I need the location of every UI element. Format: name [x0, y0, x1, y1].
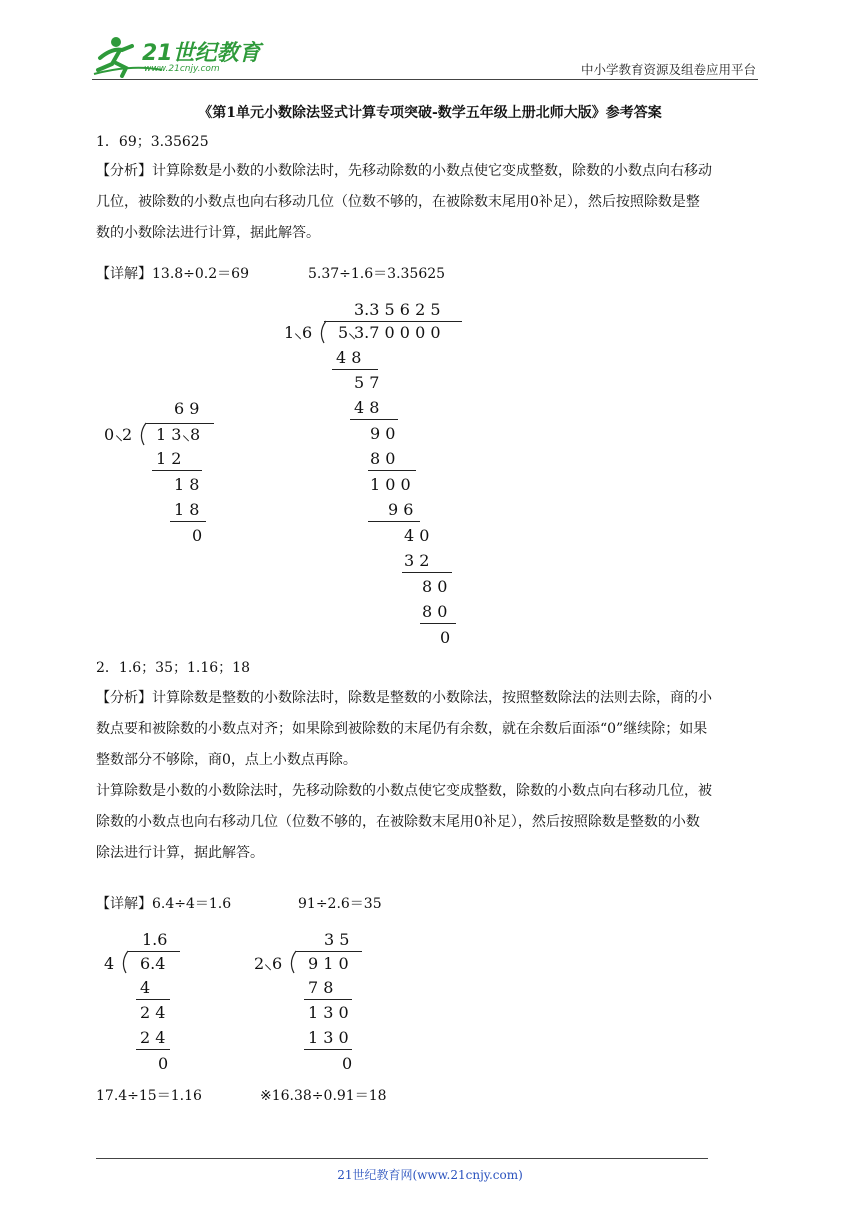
- dividend: 6.4: [140, 954, 166, 973]
- work-row: 4 8: [354, 398, 380, 417]
- decimal-shift-mark: ⸜: [264, 954, 273, 973]
- logo-url: www.21cnjy.com: [144, 64, 220, 74]
- work-row: 2 4: [140, 1028, 166, 1047]
- dividend: 5: [338, 323, 349, 342]
- decimal-shift-mark: ⸜: [115, 425, 124, 444]
- work-row: 9 0: [370, 424, 396, 443]
- q2-analysis-line: 计算除数是小数的小数除法时，先移动除数的小数点使它变成整数，除数的小数点向右移动几位，被: [96, 783, 712, 799]
- dividend-b: 3.7 0 0 0 0: [354, 323, 441, 342]
- divisor: 2: [254, 954, 265, 973]
- work-row: 8 0: [422, 602, 448, 621]
- subtract-line: [368, 521, 420, 522]
- detail-label: 【详解】: [96, 266, 152, 282]
- work-row: 0: [440, 628, 451, 647]
- q2-analysis-line: 【分析】计算除数是整数的小数除法时，除数是整数的小数除法，按照整数除法的法则去除，商的小: [96, 690, 712, 706]
- work-row: 8 0: [422, 577, 448, 596]
- division-6-4-by-4: [100, 926, 190, 1076]
- division-bar: [128, 951, 180, 952]
- subtract-line: [136, 999, 170, 1000]
- q1-answer: 1．69；3.35625: [96, 134, 209, 150]
- work-row: 0: [342, 1054, 353, 1073]
- work-row: 8 0: [370, 449, 396, 468]
- q1-detail: [96, 264, 249, 284]
- work-row: 0: [192, 526, 203, 545]
- quotient: 1.6: [142, 930, 168, 949]
- divisor: 4: [104, 954, 115, 973]
- q2-analysis-line: 除数的小数点也向右移动几位（位数不够的，在被除数末尾用0补足），然后按照除数是整数的小数: [96, 814, 700, 830]
- q2-eq2: 91÷2.6＝35: [298, 896, 382, 912]
- q2-eq1: 6.4÷4＝1.6: [152, 896, 232, 912]
- work-row: 5 7: [354, 373, 380, 392]
- subtract-line: [304, 999, 352, 1000]
- quotient: 3.3 5 6 2 5: [354, 300, 441, 319]
- q2-detail: [96, 894, 231, 914]
- division-bar: [324, 321, 462, 322]
- divisor-b: 6: [272, 954, 283, 973]
- division-bar: [146, 423, 214, 424]
- decimal-shift-mark: ⸜: [294, 323, 303, 342]
- decimal-shift-mark: ⸜: [348, 323, 357, 342]
- work-row: 0: [158, 1054, 169, 1073]
- work-row: 1 3 0: [308, 1003, 349, 1022]
- q2-analysis-line: 整数部分不够除，商0，点上小数点再除。: [96, 752, 357, 768]
- quotient: 6 9: [174, 399, 200, 418]
- q2-analysis-line: 数点要和被除数的小数点对齐；如果除到被除数的末尾仍有余数，就在余数后面添“0”继续除；如果: [96, 721, 708, 737]
- work-row: 1 2: [156, 449, 182, 468]
- division-bar: [296, 951, 362, 952]
- q1-analysis: [96, 156, 762, 249]
- division-5-37-by-1-6: [284, 296, 474, 646]
- work-row: 1 8: [174, 475, 200, 494]
- work-row: 1 3 0: [308, 1028, 349, 1047]
- divisor-b: 2: [122, 425, 133, 444]
- subtract-line: [332, 369, 378, 370]
- work-row: 4: [140, 978, 151, 997]
- subtract-line: [350, 419, 398, 420]
- document-title: 《第1单元小数除法竖式计算专项突破-数学五年级上册北师大版》参考答案: [198, 105, 662, 121]
- q2-answer: 2．1.6；35；1.16；18: [96, 660, 250, 676]
- work-row: 1 8: [174, 500, 200, 519]
- work-row: 2 4: [140, 1003, 166, 1022]
- subtract-line: [170, 521, 206, 522]
- subtract-line: [420, 623, 456, 624]
- work-row: 3 2: [404, 551, 430, 570]
- q2-analysis-line: 除法进行计算，据此解答。: [96, 845, 264, 861]
- footer-link[interactable]: 21世纪教育网(www.21cnjy.com): [337, 1168, 523, 1182]
- divisor-b: 6: [302, 323, 313, 342]
- platform-label: 中小学教育资源及组卷应用平台: [580, 62, 756, 77]
- divisor: 0: [104, 425, 115, 444]
- subtract-line: [152, 470, 202, 471]
- bracket-icon: [318, 319, 328, 345]
- decimal-shift-mark: ⸜: [182, 425, 191, 444]
- divisor: 1: [284, 323, 295, 342]
- bracket-icon: [120, 949, 130, 975]
- dividend: 1 3: [156, 425, 182, 444]
- q1-analysis-line: 【分析】计算除数是小数的小数除法时，先移动除数的小数点使它变成整数，除数的小数点向右移动: [96, 163, 712, 179]
- bracket-icon: [138, 421, 148, 447]
- q1-analysis-line: 数的小数除法进行计算，据此解答。: [96, 225, 320, 241]
- subtract-line: [402, 572, 452, 573]
- work-row: 9 6: [388, 500, 414, 519]
- dividend-b: 8: [190, 425, 201, 444]
- subtract-line: [304, 1049, 352, 1050]
- q1-analysis-line: 几位，被除数的小数点也向右移动几位（位数不够的，在被除数末尾用0补足），然后按照除数是整: [96, 194, 700, 210]
- detail-label: 【详解】: [96, 896, 152, 912]
- work-row: 7 8: [308, 978, 334, 997]
- footer-divider: [96, 1158, 708, 1159]
- header-divider: [92, 79, 758, 80]
- q2-eq4: ※16.38÷0.91＝18: [260, 1088, 387, 1104]
- subtract-line: [136, 1049, 170, 1050]
- division-91-by-2-6: [254, 926, 374, 1076]
- q2-eq3: 17.4÷15＝1.16: [96, 1088, 202, 1104]
- quotient: 3 5: [324, 930, 350, 949]
- work-row: 1 0 0: [370, 475, 411, 494]
- subtract-line: [368, 470, 416, 471]
- site-logo: [92, 34, 261, 78]
- division-13-8-by-0-2: [100, 395, 220, 555]
- q2-analysis: [96, 683, 762, 869]
- work-row: 4 0: [404, 526, 430, 545]
- q1-eq2: 5.37÷1.6＝3.35625: [308, 266, 446, 282]
- q1-eq1: 13.8÷0.2＝69: [152, 266, 249, 282]
- dividend: 9 1 0: [308, 954, 349, 973]
- work-row: 4 8: [336, 348, 362, 367]
- bracket-icon: [288, 949, 298, 975]
- logo-text: 21世纪教育: [142, 41, 261, 66]
